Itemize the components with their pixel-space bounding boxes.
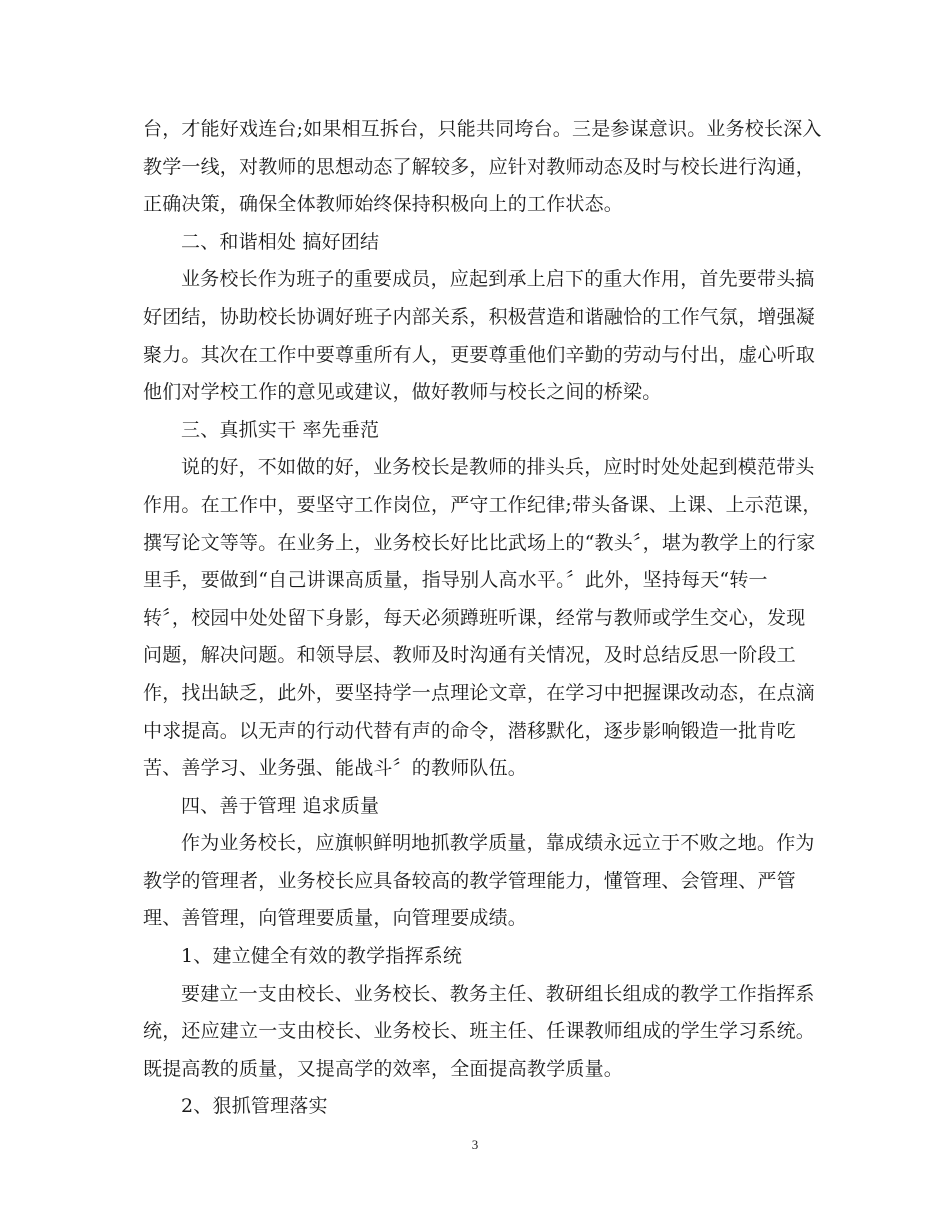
text-line: 里手，要做到“自己讲课高质量，指导别人高水平。〞此外，坚持每天“转一 (143, 569, 768, 592)
text-line: 作，找出缺乏，此外，要坚持学一点理论文章，在学习中把握课改动态，在点滴 (143, 681, 816, 704)
text-line: 中求提高。以无声的行动代替有声的命令，潜移默化，逐步影响锻造一批肯吃 (143, 719, 796, 742)
text-line: 转〞，校园中处处留下身影，每天必须蹲班听课，经常与教师或学生交心，发现 (143, 606, 806, 629)
text-line: 教学一线，对教师的思想动态了解较多，应针对教师动态及时与校长进行沟通， (143, 155, 816, 178)
section-heading: 二、和谐相处 搞好团结 (181, 230, 380, 253)
text-line: 问题，解决问题。和领导层、教师及时沟通有关情况，及时总结反思一阶段工 (143, 644, 796, 667)
text-line: 作用。在工作中，要坚守工作岗位，严守工作纪律;带头备课、上课、上示范课， (143, 493, 822, 516)
text-line: 台，才能好戏连台;如果相互拆台，只能共同垮台。三是参谋意识。业务校长深入 (143, 118, 822, 140)
text-line: 理、善管理，向管理要质量，向管理要成绩。 (143, 907, 528, 930)
section-heading: 三、真抓实干 率先垂范 (181, 418, 380, 441)
text-line: 正确决策，确保全体教师始终保持积极向上的工作状态。 (143, 193, 624, 216)
subsection-heading: 2、狠抓管理落实 (181, 1095, 328, 1118)
document-body (143, 111, 822, 1126)
text-line: 撰写论文等等。在业务上，业务校长好比比武场上的“教头〞，堪为教学上的行家 (143, 531, 816, 554)
text-line: 既提高教的质量，又提高学的效率，全面提高教学质量。 (143, 1057, 624, 1080)
text-line: 统，还应建立一支由校长、业务校长、班主任、任课教师组成的学生学习系统。 (143, 1020, 816, 1043)
paragraph-start: 说的好，不如做的好，业务校长是教师的排头兵，应时时处处起到模范带头 (181, 456, 815, 479)
page-number: 3 (471, 1137, 479, 1152)
text-line: 好团结，协助校长协调好班子内部关系，积极营造和谐融恰的工作气氛，增强凝 (143, 305, 816, 328)
text-line: 聚力。其次在工作中要尊重所有人，更要尊重他们辛勤的劳动与付出，虚心听取 (143, 343, 816, 366)
text-line: 他们对学校工作的意见或建议，做好教师与校长之间的桥梁。 (143, 381, 662, 404)
text-line: 苦、善学习、业务强、能战斗〞的教师队伍。 (143, 757, 528, 780)
paragraph-start: 业务校长作为班子的重要成员，应起到承上启下的重大作用，首先要带头搞 (181, 268, 815, 291)
subsection-heading: 1、建立健全有效的教学指挥系统 (181, 945, 463, 968)
paragraph-start: 作为业务校长，应旗帜鲜明地抓教学质量，靠成绩永远立于不败之地。作为 (181, 832, 815, 855)
text-line: 教学的管理者，业务校长应具备较高的教学管理能力，懂管理、会管理、严管 (143, 869, 796, 892)
section-heading: 四、善于管理 追求质量 (181, 794, 380, 817)
paragraph-start: 要建立一支由校长、业务校长、教务主任、教研组长组成的教学工作指挥系 (181, 982, 815, 1005)
